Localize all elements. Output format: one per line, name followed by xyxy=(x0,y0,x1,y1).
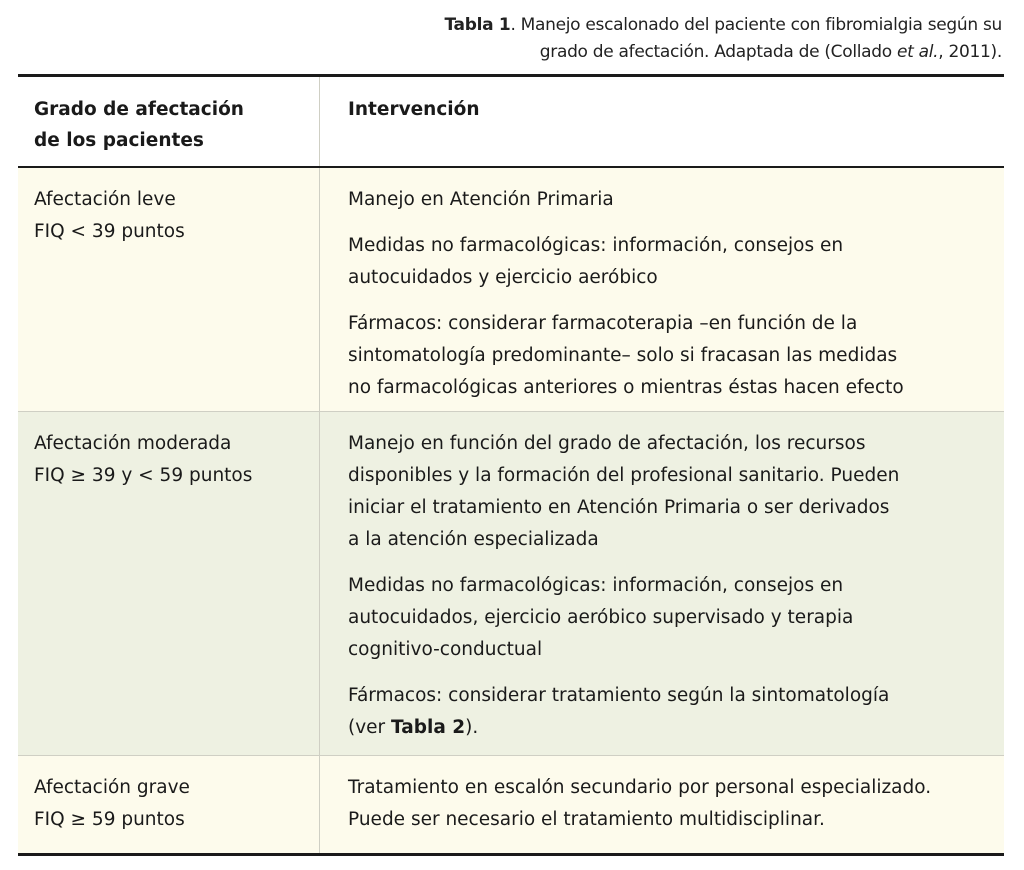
grade-score: FIQ < 39 puntos xyxy=(34,221,185,242)
grade-score: FIQ ≥ 39 y < 59 puntos xyxy=(34,465,253,486)
intervention-paragraph: Tratamiento en escalón secundario por personal especializado. Puede ser necesario el tratamiento multidisciplinar. xyxy=(348,777,932,830)
intervention-paragraph: Medidas no farmacológicas: información, consejos en autocuidados, ejercicio aeróbico supervisado y terapia cognitivo-conductual xyxy=(348,575,854,660)
caption-text-1: . Manejo escalonado del paciente con fibromialgia según su xyxy=(510,15,1002,35)
intervention-paragraph: Fármacos: considerar farmacoterapia –en función de la sintomatología predominante– solo si fracasan las medidas no farmacológicas anteriores o mientras éstas hacen efecto xyxy=(348,313,904,398)
table-header-row xyxy=(18,77,1004,168)
intervention-paragraph xyxy=(348,680,992,744)
grade-cell xyxy=(18,412,320,755)
intervention-cell xyxy=(320,756,1004,853)
table-row-leve xyxy=(18,168,1004,412)
grade-label: Afectación grave xyxy=(34,777,190,798)
intervention-paragraph: Manejo en Atención Primaria xyxy=(348,189,614,210)
caption-text-2: grado de afectación. Adaptada de (Collado xyxy=(539,42,897,62)
caption-label: Tabla 1 xyxy=(444,15,511,35)
management-table xyxy=(18,74,1004,856)
intervention-cell xyxy=(320,412,1004,755)
table-row-grave xyxy=(18,756,1004,853)
grade-cell xyxy=(18,756,320,853)
grade-score: FIQ ≥ 59 puntos xyxy=(34,809,185,830)
intervention-paragraph: Medidas no farmacológicas: información, consejos en autocuidados y ejercicio aeróbico xyxy=(348,235,844,288)
table-row-moderada xyxy=(18,412,1004,756)
intervention-cell xyxy=(320,168,1004,411)
caption-text-3: , 2011). xyxy=(938,42,1002,62)
caption-italic: et al. xyxy=(897,42,939,62)
grade-cell xyxy=(18,168,320,411)
para-text: ). xyxy=(465,717,479,738)
table-2-reference: Tabla 2 xyxy=(391,717,466,738)
header-grade-text: Grado de afectación de los pacientes xyxy=(34,99,244,151)
header-intervention: Intervención xyxy=(348,99,480,120)
grade-label: Afectación leve xyxy=(34,189,176,210)
intervention-paragraph: Manejo en función del grado de afectación, los recursos disponibles y la formación del profesional sanitario. Pueden iniciar el tratamiento en Atención Primaria o ser derivados a la atención especializada xyxy=(348,433,900,550)
para-text: Fármacos: considerar tratamiento según la sintomatología (ver xyxy=(348,685,890,738)
table-caption xyxy=(362,12,1002,66)
grade-label: Afectación moderada xyxy=(34,433,232,454)
header-grade xyxy=(18,77,320,166)
